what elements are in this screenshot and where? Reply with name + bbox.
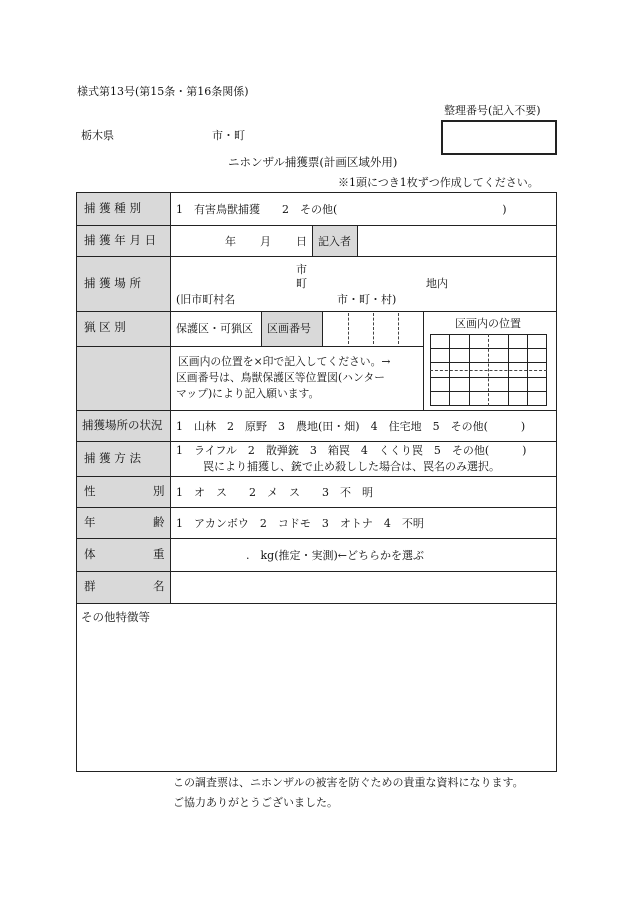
row-divider	[76, 441, 557, 442]
other-features-field[interactable]	[77, 628, 556, 770]
row-divider	[76, 538, 557, 539]
instruction-line-3: マップ)により記入願います。	[176, 387, 320, 400]
weight-label: 体 重	[84, 547, 165, 561]
grid-line	[430, 391, 547, 392]
cell-divider	[312, 225, 313, 256]
date-month-unit: 月	[260, 235, 271, 248]
place-condition-label: 捕獲場所の状況	[82, 418, 163, 432]
prefecture: 栃木県	[81, 129, 114, 142]
form-number: 様式第13号(第15条・第16条関係)	[77, 85, 249, 98]
capture-date-label: 捕 獲 年 月 日	[84, 233, 157, 247]
hunting-zone-label: 猟 区 別	[84, 320, 126, 334]
date-day-unit: 日	[296, 235, 307, 248]
zone-number-label: 区画番号	[267, 322, 311, 335]
other-features-label: その他特徴等	[81, 610, 150, 624]
capture-place-label: 捕 獲 場 所	[84, 276, 141, 290]
city-town: 市・町	[212, 129, 245, 142]
zone-digit-divider	[373, 313, 374, 344]
sex-label: 性 別	[84, 484, 165, 498]
capture-method-options[interactable]: 1 ライフル 2 散弾銃 3 箱罠 4 くくり罠 5 その他( )	[176, 444, 527, 457]
recorder-field[interactable]	[358, 226, 556, 255]
grid-line	[430, 348, 547, 349]
grid-line	[430, 377, 547, 378]
sex-options[interactable]: 1 オ ス 2 メ ス 3 不 明	[176, 486, 373, 499]
place-chinai-unit: 地内	[426, 277, 448, 290]
place-town-unit: 町	[296, 277, 307, 290]
grid-center-line	[430, 370, 547, 371]
label-column-divider	[170, 192, 171, 604]
cell-divider	[261, 311, 262, 346]
place-city-unit: 市	[296, 263, 307, 276]
page-title: ニホンザル捕獲票(計画区域外用)	[228, 155, 398, 169]
row-divider	[76, 410, 557, 411]
header-note: ※1頭につき1枚ずつ作成してください。	[338, 176, 539, 189]
row-divider	[76, 603, 557, 604]
row-divider	[76, 256, 557, 257]
age-options[interactable]: 1 アカンボウ 2 コドモ 3 オトナ 4 不明	[176, 517, 424, 530]
grid-line	[430, 362, 547, 363]
group-name-field[interactable]	[171, 572, 556, 602]
control-number-label: 整理番号(記入不要)	[444, 104, 541, 117]
capture-type-label: 捕 獲 種 別	[84, 201, 141, 215]
position-title: 区画内の位置	[455, 317, 521, 330]
position-cell-divider	[423, 311, 424, 410]
row-divider	[76, 476, 557, 477]
zone-type-options[interactable]: 保護区・可猟区	[176, 322, 253, 335]
capture-type-options[interactable]: 1 有害鳥獣捕獲 2 その他( )	[176, 203, 507, 216]
control-number-box[interactable]	[441, 120, 557, 155]
row-divider	[76, 507, 557, 508]
group-name-label: 群 名	[84, 579, 165, 593]
footer-line-2: ご協力ありがとうございました。	[173, 796, 338, 809]
instruction-line-2: 区画番号は、鳥獣保護区等位置図(ハンター	[176, 371, 385, 384]
date-year-unit: 年	[225, 235, 236, 248]
footer-line-1: この調査票は、ニホンザルの被害を防ぐための貴重な資料になります。	[173, 776, 524, 789]
place-condition-options[interactable]: 1 山林 2 原野 3 農地(田・畑) 4 住宅地 5 その他( )	[176, 420, 526, 433]
capture-method-note: 罠により捕獲し、銃で止め殺しした場合は、罠名のみ選択。	[203, 460, 500, 473]
zone-digit-divider	[348, 313, 349, 344]
age-label: 年 齢	[84, 515, 165, 529]
capture-method-label: 捕 獲 方 法	[84, 451, 141, 465]
position-grid[interactable]	[430, 334, 547, 406]
instruction-line-1: 区画内の位置を×印で記入してください。→	[178, 355, 391, 368]
weight-field[interactable]: . kg(推定・実測)←どちらかを選ぶ	[246, 549, 425, 562]
old-municipality-suffix: 市・町・村)	[337, 293, 397, 306]
row-divider	[76, 311, 557, 312]
recorder-label: 記入者	[318, 235, 351, 248]
old-municipality-prefix: (旧市町村名	[176, 293, 236, 306]
cell-divider	[322, 311, 323, 346]
zone-digit-divider	[398, 313, 399, 344]
row-divider	[76, 346, 423, 347]
